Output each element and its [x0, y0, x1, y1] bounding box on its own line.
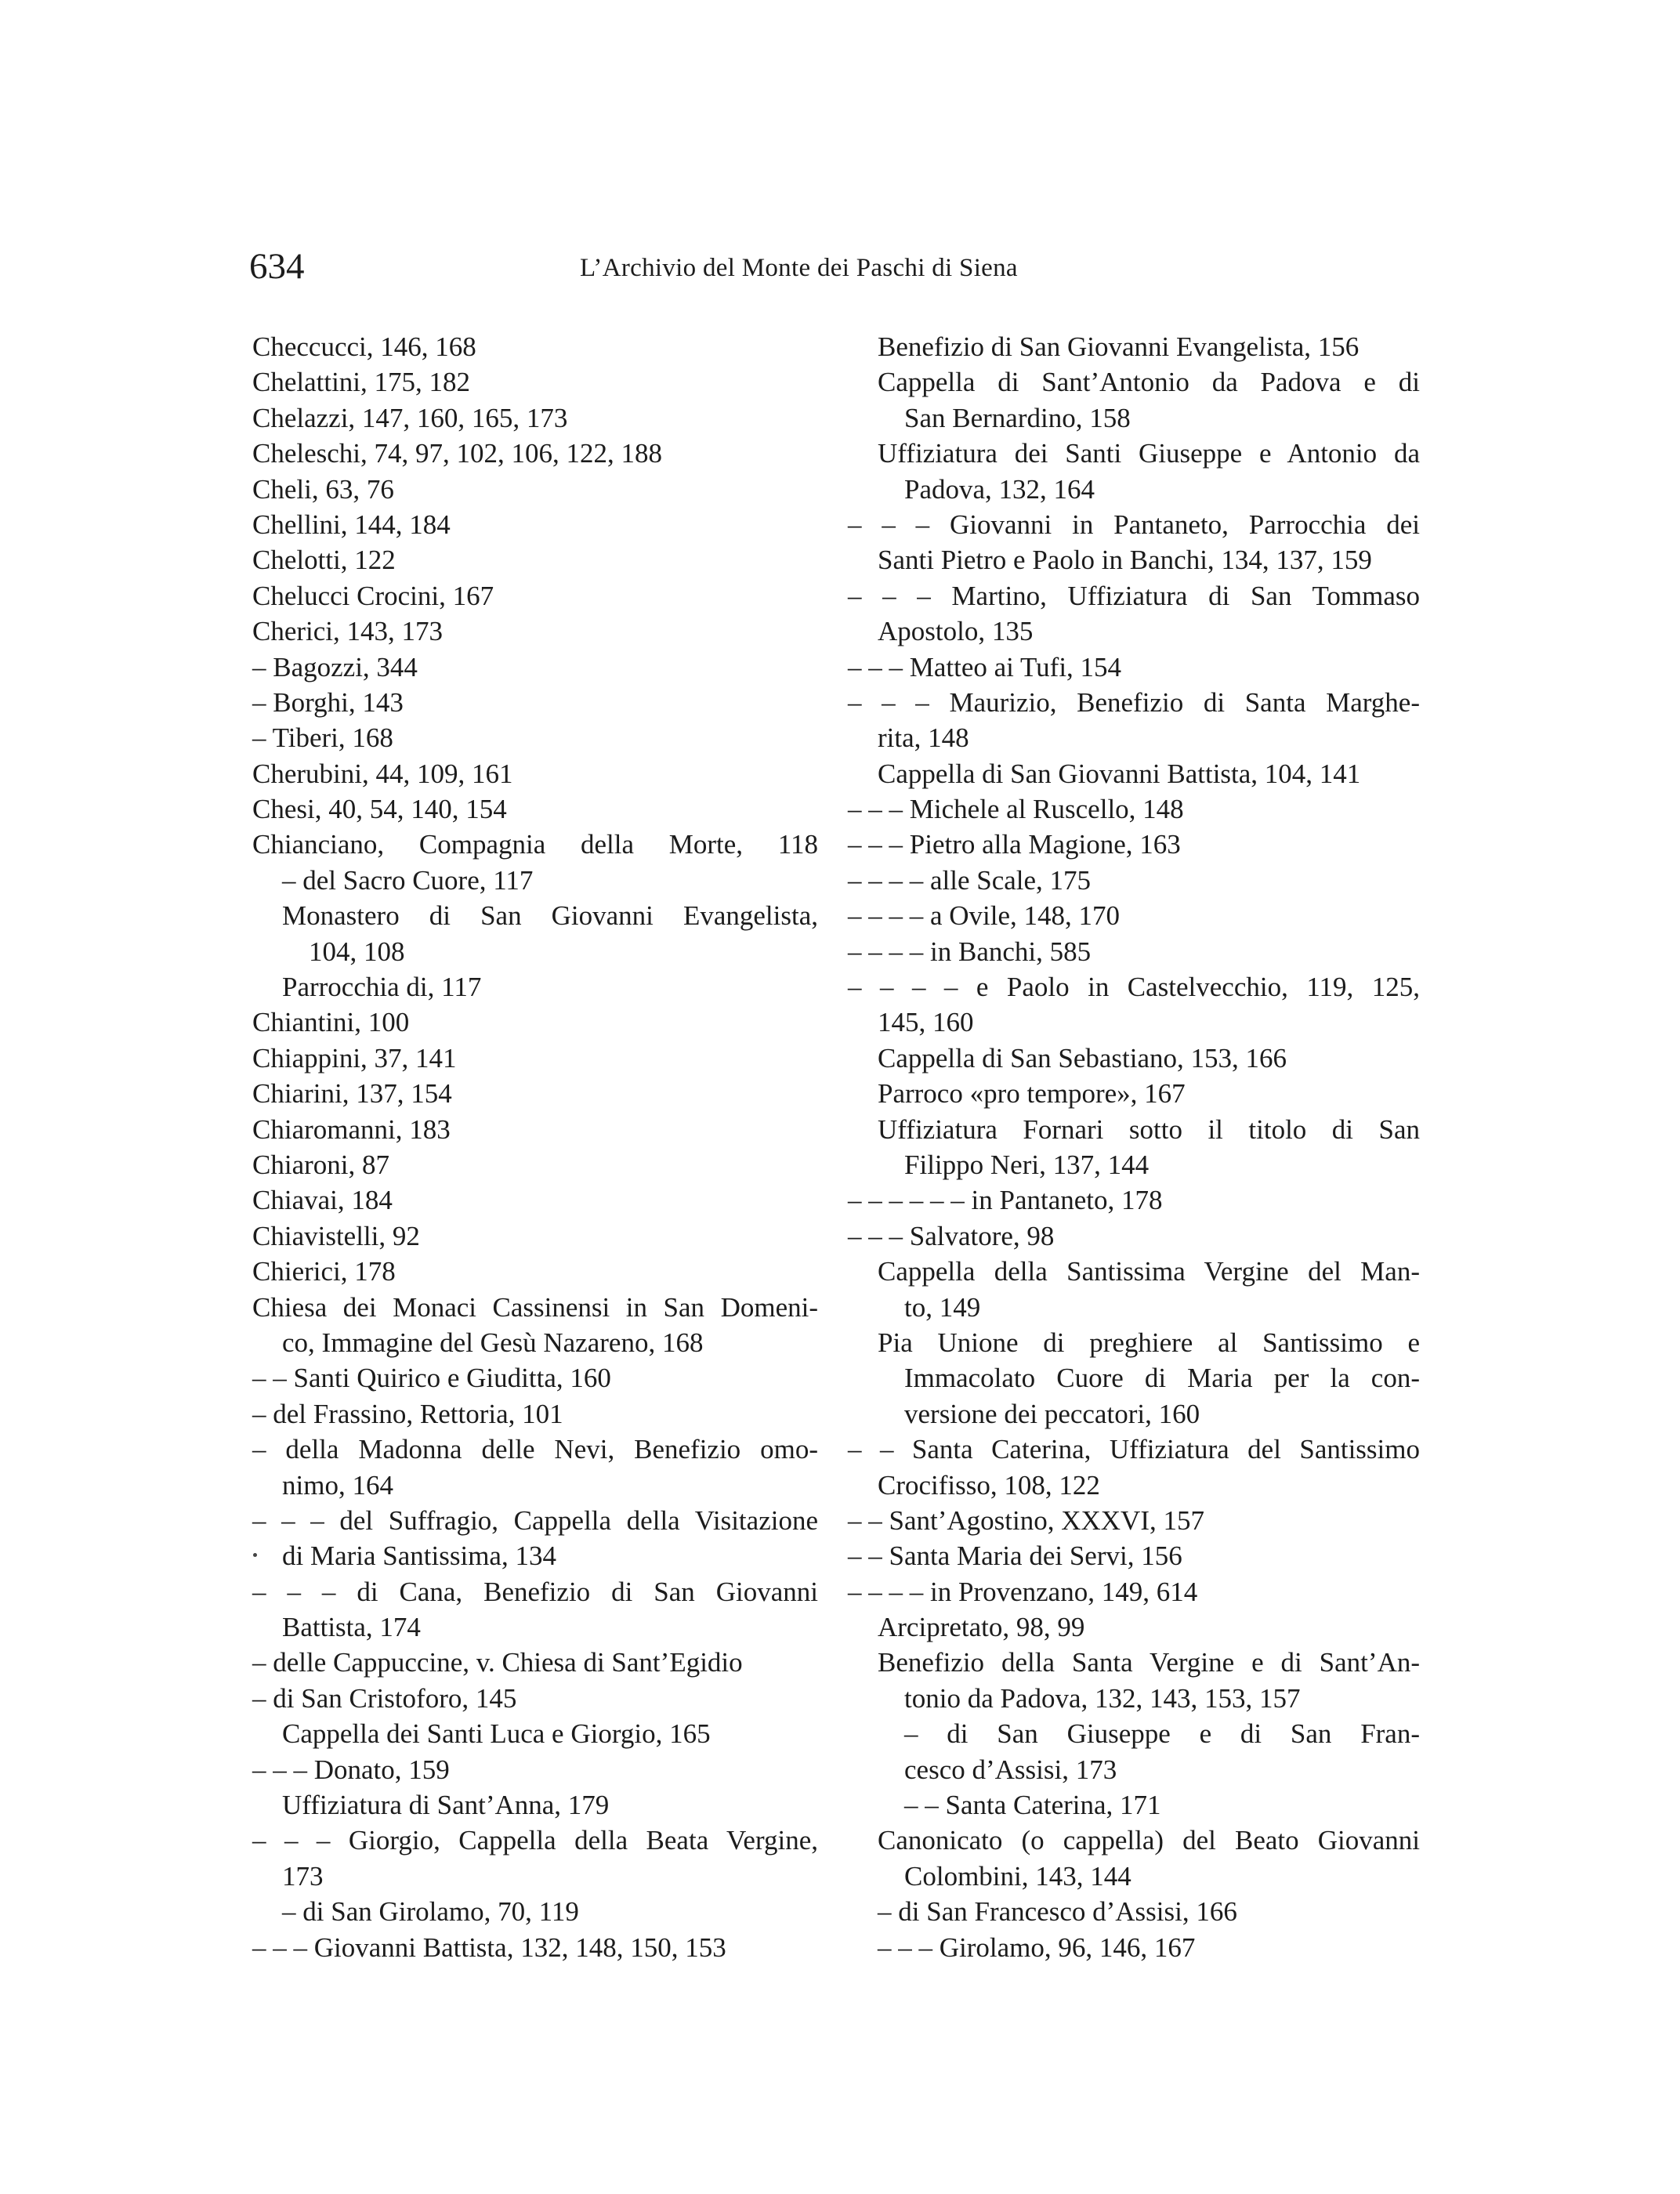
index-entry: – di San Giuseppe e di San Fran-: [904, 1718, 1420, 1750]
index-column-left: [252, 329, 818, 1965]
index-entry: Cherubini, 44, 109, 161: [252, 758, 513, 789]
index-entry: Monastero di San Giovanni Evangelista,: [282, 900, 818, 932]
index-entry: Chiaroni, 87: [252, 1149, 389, 1180]
index-entry: Chelucci Crocini, 167: [252, 580, 494, 611]
index-entry: versione dei peccatori, 160: [904, 1398, 1200, 1429]
index-entry: di Maria Santissima, 134: [282, 1541, 556, 1572]
index-entry: 145, 160: [878, 1007, 974, 1038]
index-entry: Uffiziatura di Sant’Anna, 179: [282, 1790, 610, 1821]
index-entry: Parroco «pro tempore», 167: [878, 1078, 1186, 1110]
index-entry: Cappella dei Santi Luca e Giorgio, 165: [282, 1718, 711, 1750]
index-entry: – di San Francesco d’Assisi, 166: [878, 1896, 1237, 1928]
index-entry: Cappella di Sant’Antonio da Padova e di: [878, 367, 1420, 398]
index-entry: Battista, 174: [282, 1612, 421, 1643]
index-entry: – – – – in Provenzano, 149, 614: [848, 1576, 1198, 1607]
index-entry: – – Santa Caterina, 171: [904, 1790, 1161, 1821]
index-entry: Cappella di San Sebastiano, 153, 166: [878, 1042, 1287, 1073]
index-entry: Canonicato (o cappella) del Beato Giovanni: [878, 1825, 1420, 1856]
index-entry: – – – Martino, Uffiziatura di San Tommaso: [848, 580, 1420, 611]
index-entry: Benefizio di San Giovanni Evangelista, 156: [878, 331, 1360, 362]
index-entry: – del Sacro Cuore, 117: [282, 864, 534, 896]
index-entry: – – – Giovanni Battista, 132, 148, 150, 153: [252, 1932, 726, 1963]
index-entry: – Borghi, 143: [252, 686, 404, 718]
index-entry: Chelattini, 175, 182: [252, 367, 471, 398]
index-entry: Chianciano, Compagnia della Morte, 118: [252, 829, 818, 860]
index-entry: Colombini, 143, 144: [904, 1860, 1131, 1892]
index-column-right: [848, 329, 1420, 1965]
index-entry: Checcucci, 146, 168: [252, 331, 476, 362]
index-entry: Chiavistelli, 92: [252, 1220, 420, 1251]
index-entry: Uffiziatura dei Santi Giuseppe e Antonio da: [878, 438, 1420, 469]
index-entry: – – – Girolamo, 96, 146, 167: [878, 1932, 1196, 1963]
index-entry: – Bagozzi, 344: [252, 651, 418, 682]
index-entry: Chiarini, 137, 154: [252, 1078, 452, 1110]
index-entry: tonio da Padova, 132, 143, 153, 157: [904, 1682, 1301, 1714]
index-entry: Cappella della Santissima Vergine del Man-: [878, 1256, 1420, 1287]
page-number: 634: [249, 246, 305, 287]
running-title: L’Archivio del Monte dei Paschi di Siena: [580, 254, 1018, 282]
index-entry: Chiesa dei Monaci Cassinensi in San Domeni-: [252, 1291, 818, 1323]
index-entry: Immacolato Cuore di Maria per la con-: [904, 1363, 1420, 1394]
index-entry: – – – Giovanni in Pantaneto, Parrocchia dei: [848, 509, 1420, 540]
index-entry: – di San Cristoforo, 145: [252, 1682, 517, 1714]
index-entry: Filippo Neri, 137, 144: [904, 1149, 1150, 1180]
index-entry: – – – Maurizio, Benefizio di Santa Marghe-: [848, 686, 1420, 718]
index-entry: Crocifisso, 108, 122: [878, 1469, 1100, 1501]
index-entry: Cheleschi, 74, 97, 102, 106, 122, 188: [252, 438, 663, 469]
index-entry: Chiappini, 37, 141: [252, 1042, 457, 1073]
index-entry: Pia Unione di preghiere al Santissimo e: [878, 1327, 1420, 1358]
index-entry: to, 149: [904, 1291, 981, 1323]
index-entry: – – Santa Maria dei Servi, 156: [848, 1541, 1182, 1572]
index-entry: Chierici, 178: [252, 1256, 396, 1287]
index-entry: – del Frassino, Rettoria, 101: [252, 1398, 563, 1429]
index-entry: co, Immagine del Gesù Nazareno, 168: [282, 1327, 704, 1358]
index-entry: – – – Giorgio, Cappella della Beata Vergine,: [252, 1825, 818, 1856]
index-entry: – – – Michele al Ruscello, 148: [848, 794, 1184, 825]
index-entry: – delle Cappuccine, v. Chiesa di Sant’Egidio: [252, 1647, 743, 1678]
index-entry: – – – Salvatore, 98: [848, 1220, 1055, 1251]
index-entry: Chiantini, 100: [252, 1007, 410, 1038]
index-entry: – – – del Suffragio, Cappella della Visitazione: [252, 1504, 818, 1536]
index-entry: Chiaromanni, 183: [252, 1113, 451, 1145]
index-entry: – – Santi Quirico e Giuditta, 160: [252, 1363, 611, 1394]
index-entry: – – – Pietro alla Magione, 163: [848, 829, 1181, 860]
index-entry: cesco d’Assisi, 173: [904, 1754, 1117, 1785]
index-entry: Chellini, 144, 184: [252, 509, 451, 540]
index-entry: Chiavai, 184: [252, 1185, 393, 1216]
index-entry: – – – – e Paolo in Castelvecchio, 119, 125,: [848, 972, 1420, 1003]
index-entry: 173: [282, 1860, 324, 1892]
scan-speck: [253, 1553, 257, 1557]
index-entry: – – Santa Caterina, Uffiziatura del Santissimo: [848, 1434, 1420, 1465]
index-entry: 104, 108: [309, 936, 405, 967]
index-entry: – – – Matteo ai Tufi, 154: [848, 651, 1122, 682]
index-entry: – di San Girolamo, 70, 119: [282, 1896, 579, 1928]
index-entry: Chelazzi, 147, 160, 165, 173: [252, 402, 568, 433]
index-entry: – – – – in Banchi, 585: [848, 936, 1092, 967]
index-entry: Chesi, 40, 54, 140, 154: [252, 794, 507, 825]
index-entry: Cherici, 143, 173: [252, 616, 444, 647]
index-entry: – della Madonna delle Nevi, Benefizio omo-: [252, 1434, 818, 1465]
index-entry: Benefizio della Santa Vergine e di Sant’An-: [878, 1647, 1420, 1678]
index-entry: nimo, 164: [282, 1469, 393, 1501]
index-entry: Uffiziatura Fornari sotto il titolo di San: [878, 1113, 1420, 1145]
index-entry: – – – – alle Scale, 175: [848, 864, 1092, 896]
index-entry: San Bernardino, 158: [904, 402, 1131, 433]
index-entry: rita, 148: [878, 722, 969, 754]
index-entry: Arcipretato, 98, 99: [878, 1612, 1085, 1643]
index-entry: Apostolo, 135: [878, 616, 1034, 647]
index-entry: – – – di Cana, Benefizio di San Giovanni: [252, 1576, 818, 1607]
index-entry: Padova, 132, 164: [904, 473, 1095, 505]
index-entry: – – Sant’Agostino, XXXVI, 157: [848, 1504, 1204, 1536]
index-entry: Chelotti, 122: [252, 545, 396, 576]
index-entry: Cheli, 63, 76: [252, 473, 394, 505]
index-entry: – Tiberi, 168: [252, 722, 393, 754]
index-entry: – – – Donato, 159: [252, 1754, 450, 1785]
index-entry: – – – – – – in Pantaneto, 178: [848, 1185, 1163, 1216]
index-entry: – – – – a Ovile, 148, 170: [848, 900, 1121, 932]
index-entry: Cappella di San Giovanni Battista, 104, 141: [878, 758, 1361, 789]
index-entry: Santi Pietro e Paolo in Banchi, 134, 137, 159: [878, 545, 1372, 576]
index-entry: Parrocchia di, 117: [282, 972, 482, 1003]
